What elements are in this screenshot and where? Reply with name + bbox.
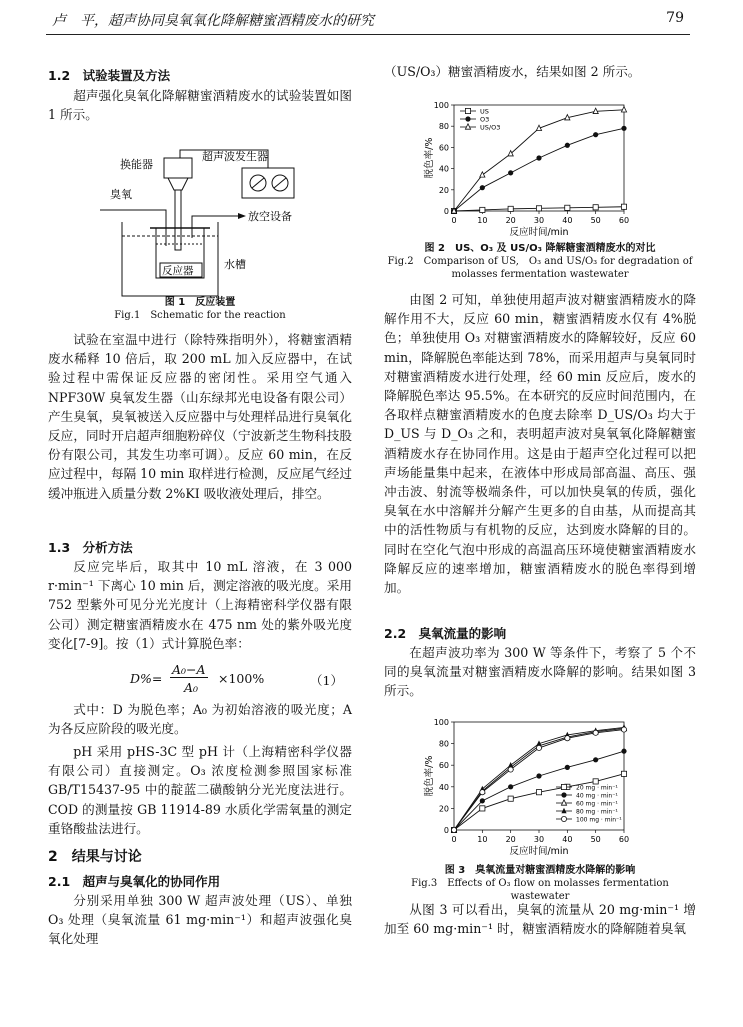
legend-label: US [480,107,489,116]
legend-label: 60 mg · min⁻¹ [576,800,618,808]
data-point-s4 [536,745,541,750]
legend-marker [465,108,470,113]
label-water-tank: 水槽 [224,258,246,271]
data-point-s1 [621,749,626,754]
data-point-s1 [508,170,513,175]
legend-marker [465,124,470,129]
figure-2-caption [384,242,696,281]
x-tick-label: 0 [451,216,457,225]
section-1-3-heading: 1.3 分析方法 [48,540,133,555]
data-point-s1 [480,798,485,803]
data-point-s0 [508,206,513,211]
x-tick-label: 40 [562,216,573,225]
left-paragraph-3: 反应完毕后，取其中 10 mL 溶液，在 3 000 r·min⁻¹ 下离心 10 min 后，测定溶液的吸光度。采用 752 型紫外可见分光光度计（上海精密科学仪器有限公司）测定糖蜜酒精废水在 475 nm 处的紫外吸光度变化[7-9]。按（1）式计算脱色率： [48,559,352,651]
x-tick-label: 30 [533,835,545,844]
header-rule [46,34,690,35]
data-point-s0 [536,790,541,795]
left-paragraph-4: 式中：D 为脱色率；A₀ 为初始溶液的吸光度；A 为各反应阶段的吸光度。 [48,702,352,737]
label-ultrasonic-generator: 超声波发生器 [202,150,268,163]
right-paragraph-1: （US/O₃）糖蜜酒精废水，结果如图 2 所示。 [384,64,641,79]
transducer-body [164,158,192,178]
x-tick-label: 20 [505,835,516,844]
data-point-s0 [593,779,598,784]
left-paragraph-1: 超声强化臭氧化降解糖蜜酒精废水的试验装置如图 1 所示。 [48,88,352,123]
y-tick-label: 100 [433,718,449,727]
y-tick-label: 60 [438,143,449,153]
running-title: 卢 平，超声协同臭氧氧化降解糖蜜酒精废水的研究 [52,13,374,29]
data-point-s1 [536,773,541,778]
equation-1 [130,662,350,696]
data-point-s0 [621,204,626,209]
x-tick-label: 10 [477,835,488,844]
x-tick-label: 10 [477,216,488,225]
y-axis-label: 脱色率/% [424,755,435,797]
x-axis-label: 反应时间/min [509,227,569,238]
x-tick-label: 50 [590,835,601,844]
y-axis-label: 脱色率/% [424,137,435,179]
data-point-s2 [480,172,485,177]
data-point-s2 [508,151,513,156]
section-1-2-heading: 1.2 试验装置及方法 [48,68,171,83]
right-paragraph-3: 在超声波功率为 300 W 等条件下，考察了 5 个不同的臭氧流量对糖蜜酒精废水降解的影响。结果如图 3 所示。 [384,645,696,699]
label-vent: 放空设备 [248,210,292,223]
data-point-s4 [451,827,456,832]
data-point-s1 [536,155,541,160]
data-point-s1 [565,143,570,148]
y-tick-label: 40 [438,782,449,792]
right-paragraph-2: 由图 2 可知，单独使用超声波对糖蜜酒精废水的降解作用不大，反应 60 min，糖蜜酒精废水仅有 4%脱色；单独使用 O₃ 对糖蜜酒精废水的降解较好，反应 60 min，降解脱色率能达到 78%，而采用超声与臭氧同时对糖蜜酒精废水进行处理，经 60 min 反应后，废水的降解脱色率达 95.5%。在本研究的反应时间范围内，在各取样点糖蜜酒精废水的色度去除率 D_US/O₃ 均大于 D_US 与 D_O₃ 之和，表明超声波对臭氧氧化降解糖蜜酒精废水存在协同作用。这是由于超声空化过程可以把声场能量集中起来，在液体中形成局部高温、高压、强冲击波、射流等极端条件，可以加快臭氧的传质，强化臭氧在水中溶解并分解产生更多的自由基，从而提高其中的活性物质与有机物的反应，达到废水降解的目的。同时在空化气泡中形成的高温高压环境使糖蜜酒精废水降解反应的速率增加，糖蜜酒精废水的脱色率得到增加。 [384,292,696,596]
figure-1-caption-cn: 图 1 反应装置 [164,297,236,308]
legend-marker [561,816,566,821]
x-tick-label: 20 [505,216,516,225]
legend-marker [561,784,566,789]
figure-2-chart [408,95,648,240]
section-2-2-heading: 2.2 臭氧流量的影响 [384,626,507,641]
figure-2-caption-cn: 图 2 US、O₃ 及 US/O₃ 降解糖蜜酒精废水的对比 [424,243,656,254]
data-point-s2 [621,107,626,112]
figure-1-caption [48,296,352,322]
data-point-s1 [621,126,626,131]
data-point-s4 [508,767,513,772]
running-header [52,10,684,30]
transducer-horn [168,178,188,190]
figure-3-caption-en: Fig.3 Effects of O₃ flow on molasses fermentation wastewater [411,878,669,902]
vent-arrow [238,213,246,219]
legend-marker [561,800,566,805]
y-tick-label: 0 [443,826,449,835]
x-tick-label: 40 [562,835,573,844]
legend-label: US/O3 [480,123,501,132]
data-point-s0 [621,771,626,776]
left-paragraph-6: 分别采用单独 300 W 超声波处理（US）、单独 O₃ 处理（臭氧流量 61 mg·min⁻¹）和超声波强化臭氧化处理 [48,893,352,947]
equation-lhs: D%= [130,671,163,686]
right-paragraph-4: 从图 3 可以看出，臭氧的流量从 20 mg·min⁻¹ 增加至 60 mg·min⁻¹ 时，糖蜜酒精废水的降解随着臭氧 [384,902,696,937]
y-tick-label: 20 [438,804,449,814]
series-line-1 [454,128,624,211]
y-tick-label: 100 [433,101,449,110]
data-point-s1 [480,185,485,190]
figure-3-caption [384,864,696,903]
data-point-s1 [565,765,570,770]
label-ozone: 臭氧 [110,188,132,201]
section-2-1-heading: 2.1 超声与臭氧化的协同作用 [48,874,221,889]
data-point-s0 [593,205,598,210]
y-tick-label: 80 [438,739,449,749]
left-paragraph-2: 试验在室温中进行（除特殊指明外），将糖蜜酒精废水稀释 10 倍后，取 200 mL 加入反应器中，在试验过程中需保证反应器的密闭性。采用空气通入 NPF30W 臭氧发生器（山东绿邦光电设备有限公司）产生臭氧，臭氧被送入反应器中与处理样品进行臭氧化反应，同时开启超声细胞粉碎仪（宁波新芝生物科技股份有限公司，其发生功率可调）。反应 60 min，在反应过程中，每隔 10 min 取样进行检测，反应尾气经过缓冲瓶进入质量分数 2%KI 吸收液处理后，排空。 [48,332,352,501]
x-tick-label: 60 [618,216,630,225]
dial-needle-right [274,178,286,188]
legend-label: 100 mg · min⁻¹ [576,816,622,824]
ultrasonic-probe [175,190,181,250]
page-number: 79 [666,10,684,26]
dial-needle-left [252,178,264,188]
left-paragraph-5: pH 采用 pHS-3C 型 pH 计（上海精密科学仪器有限公司）直接测定。O₃ 浓度检测参照国家标准 GB/T15437-95 中的靛蓝二磺酸钠分光光度法进行。COD 的测量按 GB 11914-89 水质化学需氧量的测定重铬酸盐法进行。 [48,744,352,836]
legend-label: 40 mg · min⁻¹ [576,792,618,800]
data-point-s1 [593,757,598,762]
y-tick-label: 20 [438,185,449,195]
figure-1-caption-en: Fig.1 Schematic for the reaction [114,310,286,321]
x-tick-label: 50 [590,216,601,225]
legend-label: 80 mg · min⁻¹ [576,808,618,816]
equation-denominator: A₀ [184,680,199,695]
vent-tube [192,216,238,238]
legend-marker [561,792,566,797]
x-tick-label: 60 [618,835,630,844]
label-transducer: 换能器 [120,158,153,171]
figure-2-caption-en-1: Fig.2 Comparison of US, O₃ and US/O₃ for degradation of [387,256,693,267]
data-point-s4 [565,736,570,741]
label-reactor: 反应器 [162,265,194,277]
figure-1-apparatus [100,128,355,308]
x-tick-label: 30 [533,216,545,225]
legend-label: O3 [480,115,490,124]
y-tick-label: 40 [438,164,449,174]
data-point-s0 [565,205,570,210]
equation-number: （1） [310,673,343,688]
data-point-s0 [508,796,513,801]
y-tick-label: 0 [443,207,449,216]
equation-numerator: A₀−A [172,662,206,677]
figure-3-caption-cn: 图 3 臭氧流量对糖蜜酒精废水降解的影响 [444,865,636,876]
y-tick-label: 80 [438,122,449,132]
legend-marker [465,116,470,121]
data-point-s4 [621,727,626,732]
figure-3-chart [408,712,648,862]
section-2-heading: 2 结果与讨论 [48,849,142,865]
data-point-s1 [508,784,513,789]
equation-rhs: ×100% [218,671,265,686]
x-axis-label: 反应时间/min [509,846,569,857]
data-point-s4 [593,730,598,735]
data-point-s1 [593,132,598,137]
x-tick-label: 0 [451,835,457,844]
data-point-s4 [480,790,485,795]
data-point-s0 [480,806,485,811]
figure-2-caption-en-2: molasses fermentation wastewater [451,269,629,280]
y-tick-label: 60 [438,761,449,771]
legend-label: 20 mg · min⁻¹ [576,784,618,792]
legend-marker [561,808,566,813]
data-point-s0 [480,207,485,212]
data-point-s0 [536,206,541,211]
